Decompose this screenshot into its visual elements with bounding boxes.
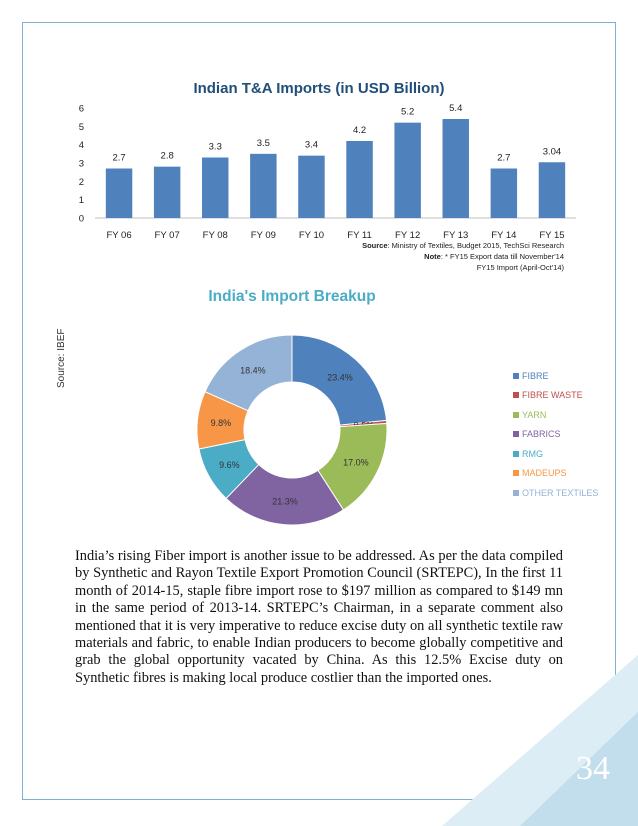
legend-label: YARN [522,409,547,420]
pie-chart-title: India's Import Breakup [208,288,376,305]
legend-swatch [513,431,519,437]
legend-item-fabrics [513,425,598,445]
bar-data-label: 3.5 [256,137,270,149]
y-tick-label: 3 [78,158,84,170]
legend-item-rmg [513,444,598,464]
legend-swatch [513,392,519,398]
bar-data-label: 5.4 [449,103,463,114]
legend-swatch [513,412,519,418]
slice-data-label: 18.4% [240,365,266,376]
legend-label: FIBRE [522,370,549,381]
legend-label: OTHER TEXTILES [522,487,599,498]
legend-swatch [513,451,519,457]
x-tick-label: FY 11 [347,230,372,241]
legend-label: FIBRE WASTE [522,390,583,401]
legend-label: MADEUPS [522,468,567,479]
bar-chart-title: Indian T&A Imports (in USD Billion) [193,80,445,97]
pie-source: Source: IBEF [56,328,67,388]
y-tick-label: 1 [78,195,84,207]
x-tick-label: FY 09 [250,230,276,241]
legend-swatch [513,490,519,496]
slice-data-label: 9.8% [210,417,232,428]
legend-label: FABRICS [522,429,561,440]
x-tick-label: FY 07 [154,230,180,241]
legend-item-fibre [513,366,598,386]
legend-item-madeups [513,464,598,484]
y-tick-label: 2 [78,176,84,188]
page-number: 34 [576,750,610,787]
legend-item-fibre-waste [513,386,598,406]
x-tick-label: FY 13 [443,230,469,241]
slice-data-label: 21.3% [272,496,298,507]
legend-item-other-textiles [513,483,598,503]
y-tick-label: 6 [78,103,84,115]
source-label: Source [362,241,388,250]
note-line-2: FY15 Import (April-Oct'14) [476,263,564,272]
y-tick-label: 0 [78,213,84,225]
pie-legend [513,366,598,503]
note-text: : * FY15 Export data till November'14 [440,252,564,261]
body-paragraph: India’s rising Fiber import is another issue to be addressed. As per the data compiled by Synthetic and Rayon Textile Export Promotion Council (SRTEPC), In the first 11 month of 2014-15, staple fibre import rose to $197 million as compared to $149 mn in the same period of 2013-14. SRTEPC’s Chairman, in a separate comment also mentioned that it is very imperative to reduce excise duty on all synthetic textile raw materials and fabric, to enable Indian producers to become globally competitive and grab the global opportunity vacated by China. As this 12.5% Excise duty on Synthetic fibres is making local produce costlier than the imported ones. [75,548,563,686]
bar-data-label: 5.2 [401,106,415,118]
x-tick-label: FY 08 [202,230,228,241]
y-tick-label: 5 [78,121,84,133]
x-tick-label: FY 14 [491,230,517,241]
legend-swatch [513,470,519,476]
bar-data-label: 3.04 [542,146,562,158]
x-tick-label: FY 10 [298,230,325,241]
legend-item-yarn [513,405,598,425]
x-tick-label: FY 06 [106,230,132,241]
legend-label: RMG [522,448,543,459]
note-label: Note [424,252,441,261]
bar-data-label: 2.7 [112,152,126,164]
source-text: : Ministry of Textiles, Budget 2015, TechSci Research [387,241,564,250]
bar-data-label: 2.8 [160,150,174,162]
bar-data-label: 2.7 [497,152,511,164]
bar-data-label: 3.3 [208,141,222,153]
slice-data-label: 23.4% [327,372,353,383]
slice-data-label: 17.0% [343,457,369,468]
x-tick-label: FY 15 [539,230,565,241]
legend-swatch [513,373,519,379]
bar-data-label: 4.2 [352,125,367,136]
bar-data-label: 3.4 [304,139,319,151]
slice-data-label: 9.6% [219,459,240,470]
y-tick-label: 4 [78,140,84,152]
x-tick-label: FY 12 [395,230,421,241]
